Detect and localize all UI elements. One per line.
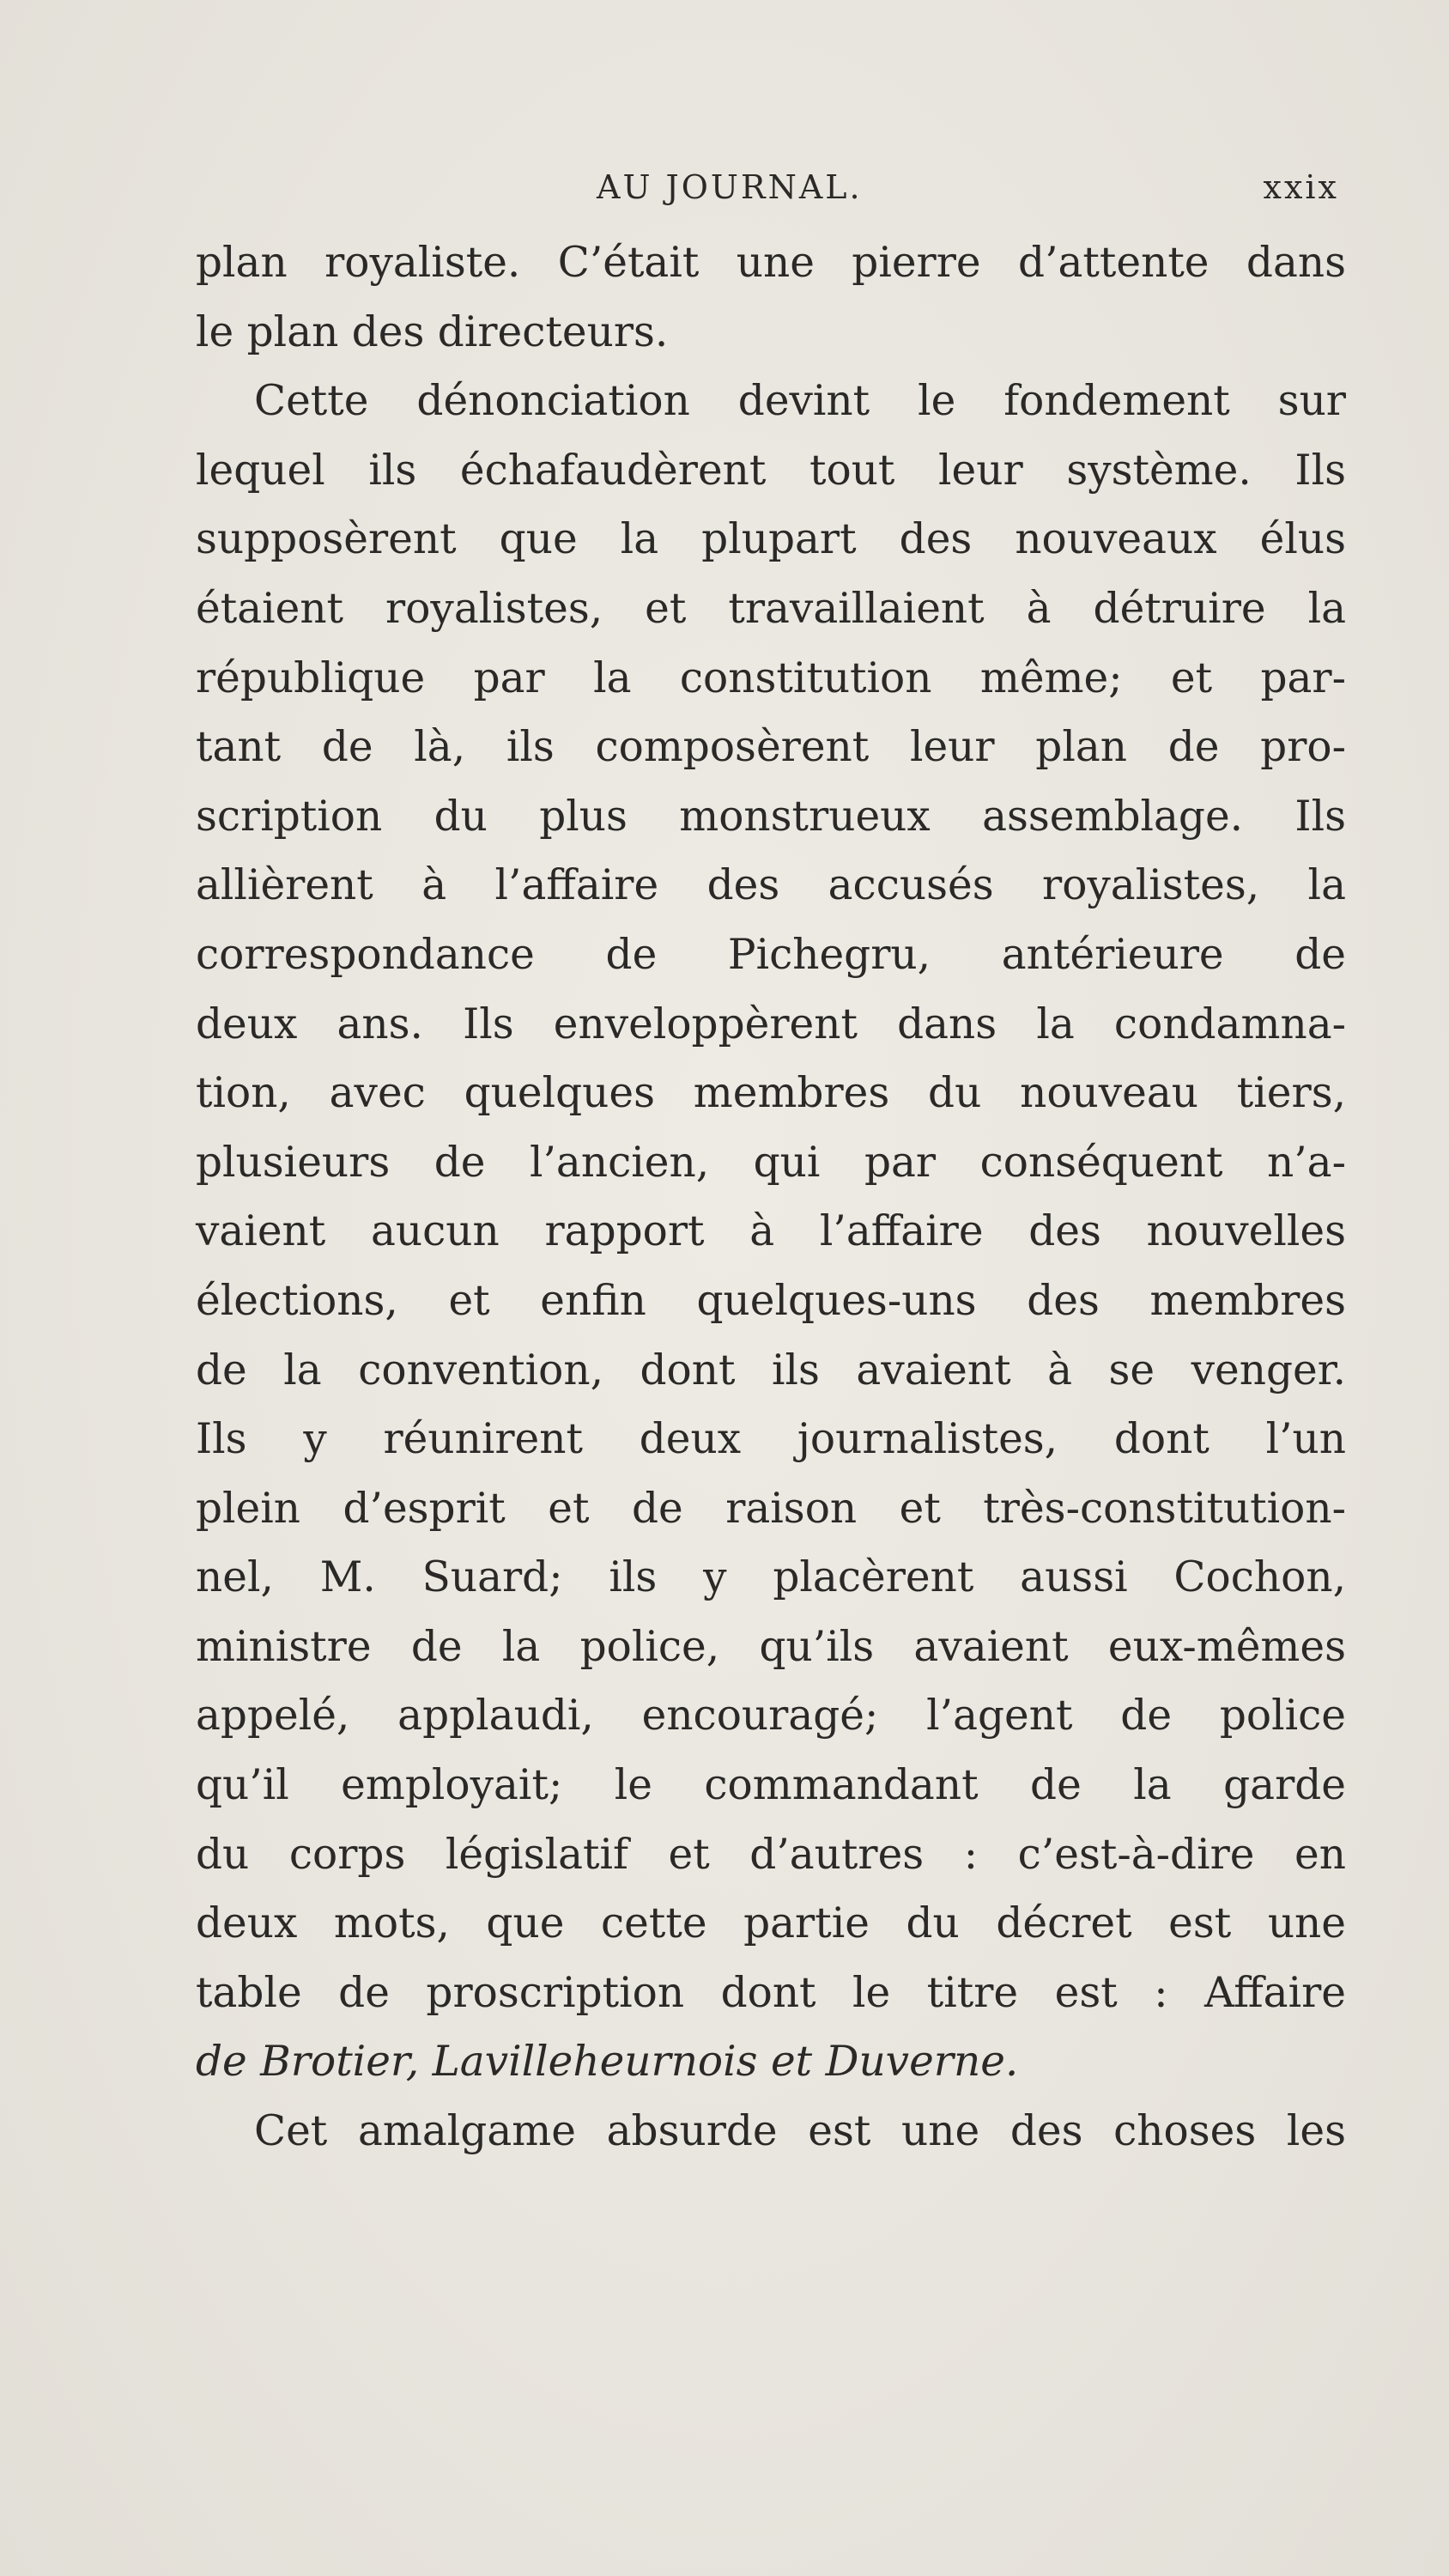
text-line: tant de là, ils composèrent leur plan de pro- — [196, 723, 1346, 772]
text-line: deux mots, que cette partie du décret est une — [196, 1899, 1346, 1948]
text-line: vaient aucun rapport à l’affaire des nouvelles — [196, 1207, 1346, 1256]
text-line: de la convention, dont ils avaient à se venger. — [196, 1346, 1346, 1394]
text-line: allièrent à l’affaire des accusés royalistes, la — [196, 861, 1346, 910]
text-line: deux ans. Ils enveloppèrent dans la condamna- — [196, 999, 1346, 1048]
page-number: xxix — [1263, 168, 1339, 206]
page-header — [189, 168, 1339, 220]
text-line: du corps législatif et d’autres : c’est-à-dire en — [196, 1830, 1346, 1879]
running-head: AU JOURNAL. — [597, 168, 863, 206]
text-line: élections, et enfin quelques-uns des membres — [196, 1276, 1346, 1325]
text-line: qu’il employait; le commandant de la garde — [196, 1761, 1346, 1810]
text-line: nel, M. Suard; ils y placèrent aussi Cochon, — [196, 1553, 1346, 1602]
text-line: plein d’esprit et de raison et très-constitution- — [196, 1484, 1346, 1533]
text-line: Cette dénonciation devint le fondement sur — [254, 377, 1346, 426]
body-text — [196, 228, 1346, 2166]
text-line: ministre de la police, qu’ils avaient eux-mêmes — [196, 1622, 1346, 1671]
text-line: table de proscription dont le titre est : Affaire — [196, 1968, 1346, 2017]
text-line: correspondance de Pichegru, antérieure de — [196, 930, 1346, 979]
text-line: plan royaliste. C’était une pierre d’attente dans — [196, 239, 1346, 287]
text-line: étaient royalistes, et travaillaient à détruire la — [196, 584, 1346, 633]
text-line: le plan des directeurs. — [196, 307, 669, 356]
text-line: lequel ils échafaudèrent tout leur système. Ils — [196, 446, 1346, 495]
text-line: scription du plus monstrueux assemblage. Ils — [196, 792, 1346, 841]
text-line: république par la constitution même; et par- — [196, 653, 1346, 702]
text-line: Cet amalgame absurde est une des choses les — [254, 2107, 1346, 2156]
text-line: appelé, applaudi, encouragé; l’agent de police — [196, 1692, 1346, 1741]
text-line: Ils y réunirent deux journalistes, dont l’un — [196, 1415, 1346, 1464]
text-line: de Brotier, Lavilleheurnois et Duverne. — [196, 2038, 1019, 2087]
text-line: tion, avec quelques membres du nouveau tiers, — [196, 1069, 1346, 1118]
text-line: plusieurs de l’ancien, qui par conséquent n’a- — [196, 1138, 1346, 1187]
text-line: supposèrent que la plupart des nouveaux élus — [196, 515, 1346, 564]
